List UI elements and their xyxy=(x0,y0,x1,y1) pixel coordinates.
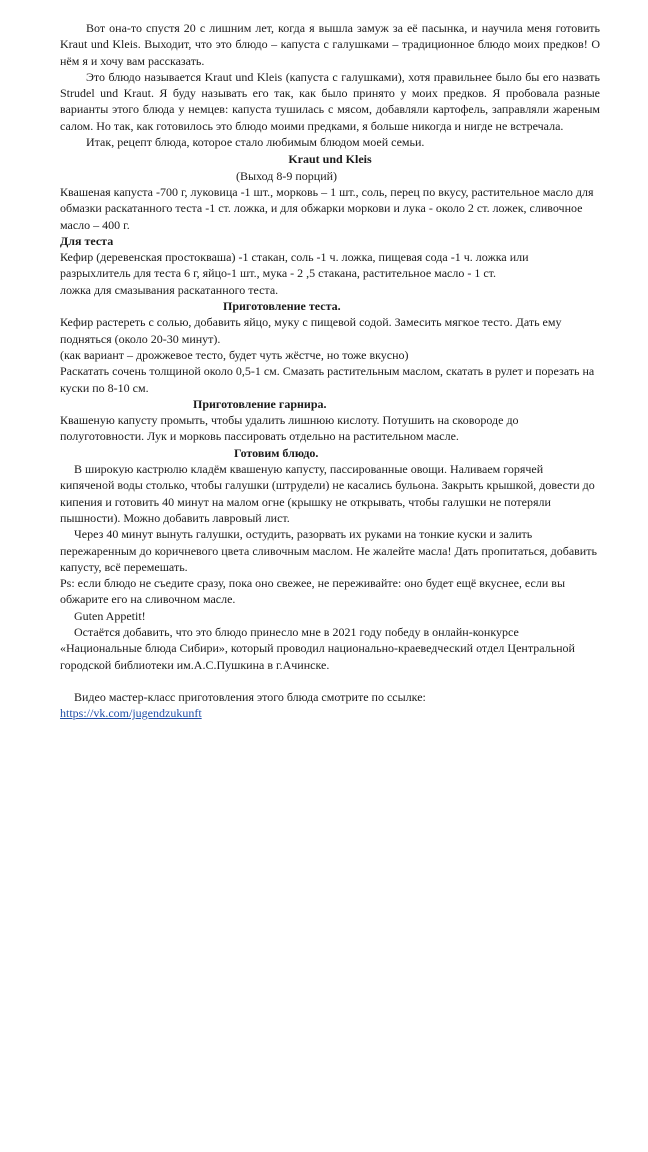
dough-ingredients-line-2: ложка для смазывания раскатанного теста. xyxy=(60,282,279,297)
recipe-title: Kraut und Kleis xyxy=(288,152,372,167)
contest-paragraph: Остаётся добавить, что это блюдо принесло мне в 2021 году победу в онлайн-конкурсе «Национальные блюда Сибири», который проводил национально-краеведческий отдел Центральной городской библиотеки им.А.С.Пушкина в г.Ачинске. xyxy=(60,624,575,672)
document-page xyxy=(60,20,600,721)
guten-appetit: Guten Appetit! xyxy=(74,608,146,623)
recipe-yield: (Выход 8-9 порций) xyxy=(236,168,338,183)
cooking-step-1: В широкую кастрюлю кладём квашеную капусту, пассированные овощи. Наливаем горячей кипяченой воды столько, чтобы галушки (штрудели) не касались бульона. Закрыть крышкой, довести до кипения и готовить 40 минут на малом огне (крышку не открывать, чтобы галушки не потеряли пышности). Можно добавить лавровый лист. xyxy=(60,462,595,525)
intro-paragraph-2: Это блюдо называется Kraut und Kleis (капуста с галушками), хотя правильнее было бы его назвать Strudel und Kraut. Я буду называть его так, как было принято у моих предков. Я пробовала разные варианты этого блюда у немцев: капуста тушилась с мясом, добавляли картофель, заправляли жареным салом. Но так, как готовилось это блюдо моими предками, я больше никогда и нигде не встречала. xyxy=(60,69,600,133)
intro-paragraph-1: Вот она-то спустя 20 с лишним лет, когда я вышла замуж за её пасынка, и научила меня готовить Kraut und Kleis. Выходит, что это блюдо – капуста с галушками – традиционное блюдо моих предков! О нём я и хочу вам рассказать. xyxy=(60,21,600,68)
garnish-step: Квашеную капусту промыть, чтобы удалить лишнюю кислоту. Потушить на сковороде до полуготовности. Лук и морковь пассировать отдельно на растительном масле. xyxy=(60,413,519,444)
garnish-heading: Приготовление гарнира. xyxy=(193,396,327,411)
cooking-heading: Готовим блюдо. xyxy=(234,445,319,460)
intro-paragraph-3: Итак, рецепт блюда, которое стало любимым блюдом моей семьи. xyxy=(86,135,425,150)
video-link[interactable]: https://vk.com/jugendzukunft xyxy=(60,706,202,721)
dough-ingredients-line-1: Кефир (деревенская простокваша) -1 стакан, соль -1 ч. ложка, пищевая сода -1 ч. ложка или разрыхлитель для теста 6 г, яйцо-1 шт., мука - 2 ,5 стакана, растительное масло - 1 ст. xyxy=(60,250,529,281)
cooking-step-2: Через 40 минут вынуть галушки, остудить, разорвать их руками на тонкие куски и залить пережаренным до коричневого цвета сливочным маслом. Не жалейте масла! Дать пропитаться, добавить капусту, всё перемешать. xyxy=(60,527,597,574)
dough-ingredients-label: Для теста xyxy=(60,233,114,248)
dough-step-1: Кефир растереть с солью, добавить яйцо, муку с пищевой содой. Замесить мягкое тесто. Дать ему подняться (около 20-30 минут). xyxy=(60,315,562,346)
dough-step-2: (как вариант – дрожжевое тесто, будет чуть жёстче, но тоже вкусно) xyxy=(60,347,409,362)
ingredients-paragraph: Квашеная капуста -700 г, луковица -1 шт., морковь – 1 шт., соль, перец по вкусу, растительное масло для обмазки раскатанного теста -1 ст. ложка, и для обжарки моркови и лука - около 2 ст. ложек, сливочное масло – 400 г. xyxy=(60,184,594,232)
video-link-line xyxy=(60,705,600,721)
ps-note: Ps: если блюдо не съедите сразу, пока оно свежее, не переживайте: оно будет ещё вкуснее, если вы обжарите его на сливочном масле. xyxy=(60,576,566,607)
video-text: Видео мастер-класс приготовления этого блюда смотрите по ссылке: xyxy=(74,689,426,704)
dough-heading: Приготовление теста. xyxy=(223,299,341,314)
dough-step-3: Раскатать сочень толщиной около 0,5-1 см. Смазать растительным маслом, скатать в рулет и порезать на куски по 8-10 см. xyxy=(60,364,595,395)
paragraph-gap xyxy=(60,673,600,689)
